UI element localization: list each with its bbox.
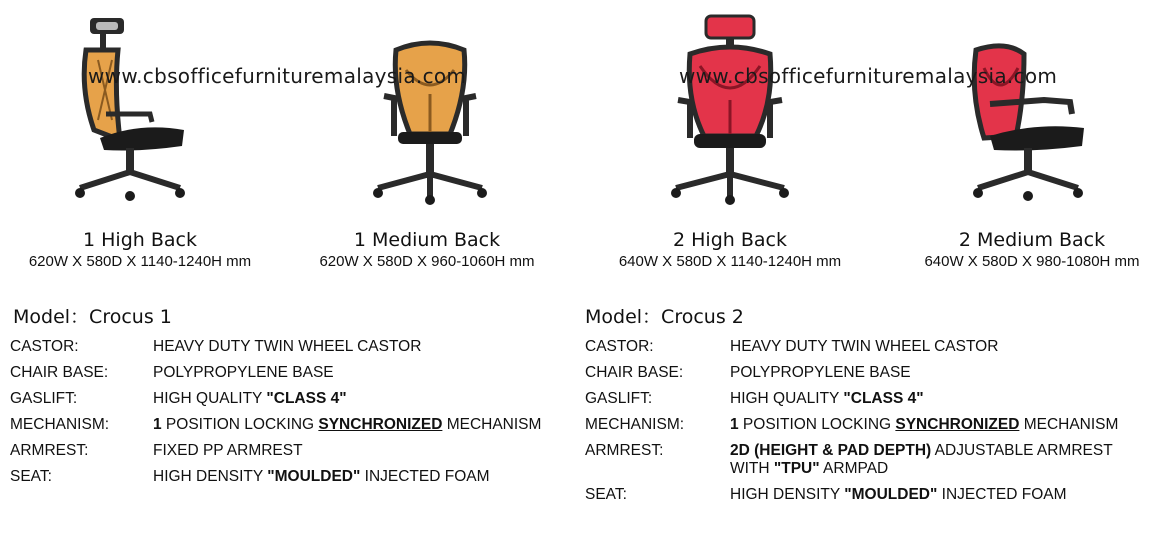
spec-value: POLYPROPYLENE BASE	[153, 364, 334, 381]
spec-table-model-2	[585, 334, 1165, 508]
spec-bold-text: 2D (HEIGHT & PAD DEPTH)	[730, 442, 932, 459]
chair-4-medium-back-red	[960, 10, 1100, 210]
product-dimensions: 640W X 580D X 980-1080H mm	[924, 253, 1140, 270]
spec-text: ADJUSTABLE ARMREST	[931, 442, 1113, 459]
spec-text: HIGH QUALITY	[730, 390, 844, 407]
spec-text: MECHANISM	[442, 416, 542, 433]
spec-value: HEAVY DUTY TWIN WHEEL CASTOR	[153, 338, 422, 355]
spec-text: HIGH DENSITY	[730, 486, 845, 503]
spec-value	[730, 482, 1165, 508]
spec-text: POSITION LOCKING	[738, 416, 896, 433]
spec-row-seat	[10, 464, 570, 490]
spec-label: CASTOR:	[10, 338, 79, 355]
product-caption-4	[904, 228, 1160, 272]
chair-image-2	[360, 10, 500, 210]
spec-label: GASLIFT:	[10, 390, 78, 407]
spec-value: POLYPROPYLENE BASE	[730, 364, 911, 381]
spec-value	[153, 412, 570, 438]
spec-bold-text: "MOULDED"	[844, 486, 938, 503]
spec-label: SEAT:	[585, 486, 627, 503]
spec-label: ARMREST:	[585, 442, 664, 459]
spec-row-chair-base	[585, 360, 1165, 386]
spec-text: INJECTED FOAM	[360, 468, 490, 485]
product-caption-3	[596, 228, 864, 272]
spec-label: CHAIR BASE:	[585, 364, 684, 381]
spec-text: ARMPAD	[819, 460, 889, 477]
spec-row-castor	[10, 334, 570, 360]
spec-text: HIGH DENSITY	[153, 468, 268, 485]
spec-row-armrest	[10, 438, 570, 464]
spec-value	[153, 464, 570, 490]
spec-text: MECHANISM	[1019, 416, 1119, 433]
product-name: 1 High Back	[83, 229, 197, 251]
spec-row-castor	[585, 334, 1165, 360]
spec-row-gaslift	[10, 386, 570, 412]
spec-text: HIGH QUALITY	[153, 390, 267, 407]
product-dimensions: 620W X 580D X 1140-1240H mm	[28, 253, 252, 270]
spec-label: GASLIFT:	[585, 390, 653, 407]
spec-bold-text: "CLASS 4"	[843, 390, 924, 407]
spec-value	[730, 412, 1165, 438]
spec-underlined-text: SYNCHRONIZED	[318, 416, 443, 433]
spec-row-gaslift	[585, 386, 1165, 412]
spec-label: ARMREST:	[10, 442, 89, 459]
spec-label: CASTOR:	[585, 338, 654, 355]
spec-value	[730, 438, 1165, 482]
spec-table-model-1	[10, 334, 570, 490]
spec-value-line-2	[730, 460, 1165, 478]
chair-2-medium-back-orange	[360, 10, 500, 210]
spec-label: MECHANISM:	[585, 416, 685, 433]
chair-1-high-back-orange	[60, 10, 200, 210]
spec-bold-text: 1	[153, 416, 162, 433]
product-dimensions: 620W X 580D X 960-1060H mm	[319, 253, 535, 270]
product-caption-2	[296, 228, 558, 272]
spec-value	[153, 386, 570, 412]
model-title-1: Model：Crocus 1	[13, 306, 172, 328]
spec-bold-text: "CLASS 4"	[266, 390, 347, 407]
spec-label: MECHANISM:	[10, 416, 110, 433]
spec-bold-text: "TPU"	[773, 460, 820, 477]
spec-row-seat	[585, 482, 1165, 508]
product-caption-1	[10, 228, 270, 272]
watermark-text-left: www.cbsofficefurnituremalaysia.com	[88, 64, 467, 88]
watermark-text-right: www.cbsofficefurnituremalaysia.com	[679, 64, 1058, 88]
spec-row-chair-base	[10, 360, 570, 386]
spec-text: POSITION LOCKING	[161, 416, 319, 433]
spec-value	[730, 386, 1165, 412]
chair-3-high-back-red	[660, 10, 800, 210]
product-name: 2 Medium Back	[958, 229, 1106, 251]
spec-value: HEAVY DUTY TWIN WHEEL CASTOR	[730, 338, 999, 355]
product-name: 2 High Back	[673, 229, 787, 251]
spec-value: FIXED PP ARMREST	[153, 442, 303, 459]
spec-row-mechanism	[10, 412, 570, 438]
spec-bold-text: "MOULDED"	[267, 468, 361, 485]
spec-label: CHAIR BASE:	[10, 364, 109, 381]
spec-bold-text: 1	[730, 416, 739, 433]
spec-text: WITH	[730, 460, 774, 477]
spec-row-armrest	[585, 438, 1165, 482]
spec-label: SEAT:	[10, 468, 52, 485]
chair-image-4	[960, 10, 1100, 210]
chair-image-3	[660, 10, 800, 210]
spec-text: INJECTED FOAM	[937, 486, 1067, 503]
chair-image-1	[60, 10, 200, 210]
spec-row-mechanism	[585, 412, 1165, 438]
product-dimensions: 640W X 580D X 1140-1240H mm	[618, 253, 842, 270]
model-title-2: Model：Crocus 2	[585, 306, 744, 328]
spec-underlined-text: SYNCHRONIZED	[895, 416, 1020, 433]
product-name: 1 Medium Back	[353, 229, 501, 251]
